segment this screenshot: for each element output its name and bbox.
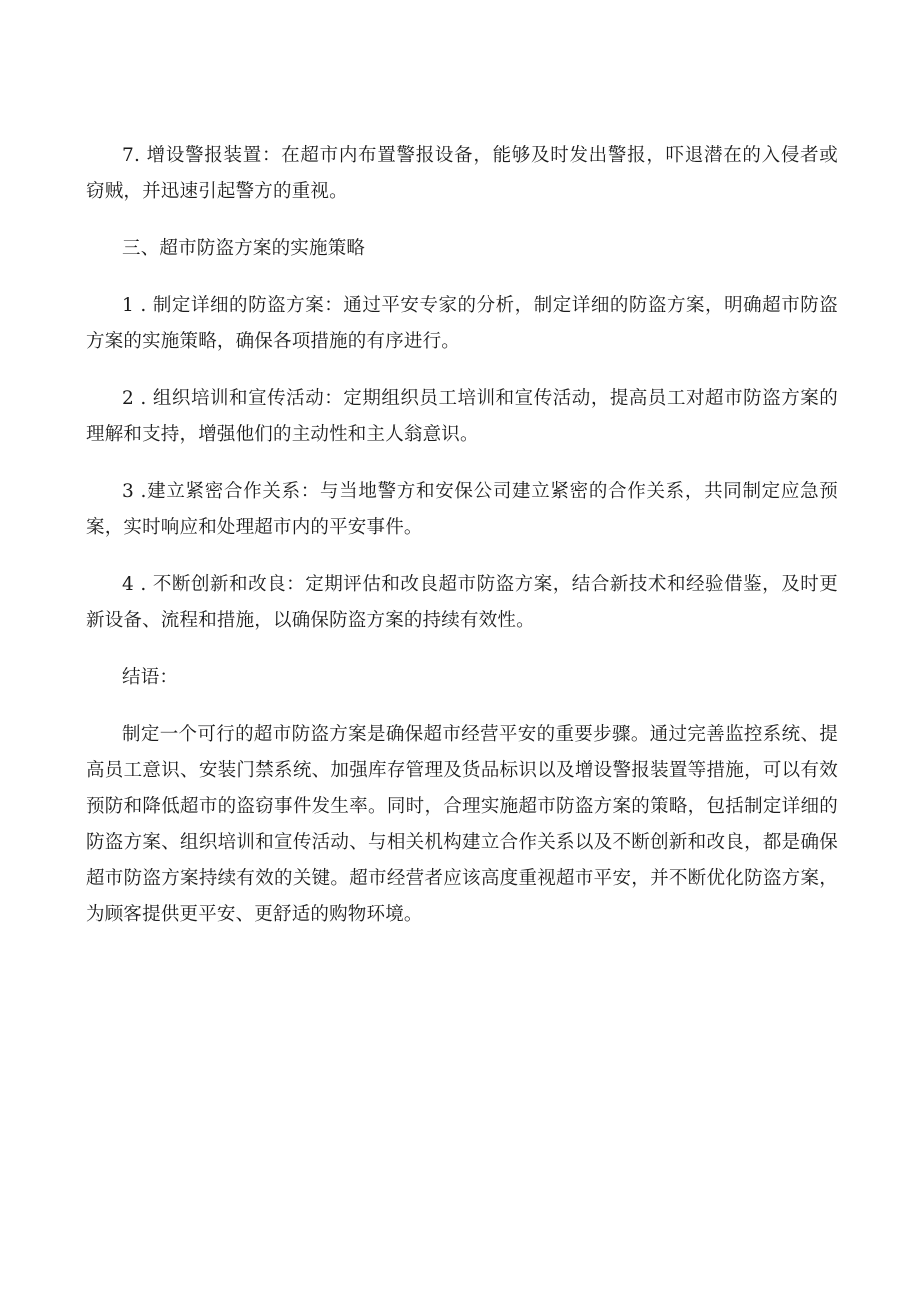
paragraph-item-3-cooperation: 3 .建立紧密合作关系：与当地警方和安保公司建立紧密的合作关系，共同制定应急预案，实时响应和处理超市内的平安事件。 [86, 481, 838, 538]
conclusion-heading: 结语： [122, 667, 179, 688]
paragraph-item-1-plan: 1 . 制定详细的防盗方案：通过平安专家的分析，制定详细的防盗方案，明确超市防盗方案的实施策略，确保各项措施的有序进行。 [86, 295, 838, 352]
conclusion-paragraph: 制定一个可行的超市防盗方案是确保超市经营平安的重要步骤。通过完善监控系统、提高员工意识、安装门禁系统、加强库存管理及货品标识以及增设警报装置等措施，可以有效预防和降低超市的盗窃事件发生率。同时，合理实施超市防盗方案的策略，包括制定详细的防盗方案、组织培训和宣传活动、与相关机构建立合作关系以及不断创新和改良，都是确保超市防盗方案持续有效的关键。超市经营者应该高度重视超市平安，并不断优化防盗方案，为顾客提供更平安、更舒适的购物环境。 [86, 724, 838, 925]
paragraph-item-4-innovation: 4 . 不断创新和改良：定期评估和改良超市防盗方案，结合新技术和经验借鉴，及时更新设备、流程和措施，以确保防盗方案的持续有效性。 [86, 574, 838, 631]
paragraph-item-7-alarm: 7. 增设警报装置：在超市内布置警报设备，能够及时发出警报，吓退潜在的入侵者或窃贼，并迅速引起警方的重视。 [86, 145, 838, 202]
document-page [86, 138, 838, 954]
section-heading-implementation: 三、超市防盗方案的实施策略 [122, 238, 366, 259]
paragraph-item-2-training: 2 . 组织培训和宣传活动：定期组织员工培训和宣传活动，提高员工对超市防盗方案的理解和支持，增强他们的主动性和主人翁意识。 [86, 388, 838, 445]
